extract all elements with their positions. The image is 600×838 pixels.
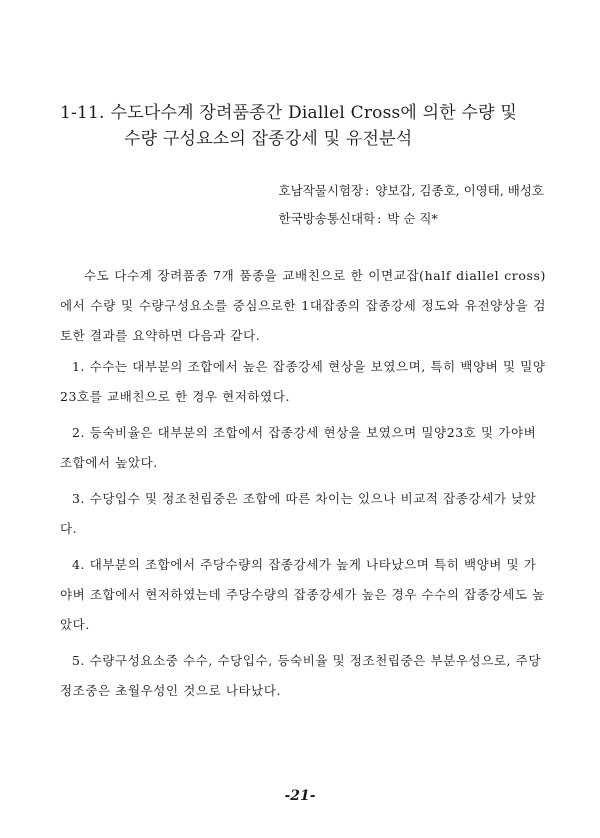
affiliation-2: 한국방송통신대학 <box>278 211 376 226</box>
title-number: 1-11. <box>60 103 105 123</box>
finding-3: 3. 수당입수 및 정조천립중은 조합에 따른 차이는 있으나 비교적 잡종강세가 낮았다. <box>60 491 537 536</box>
author-row-1: 호남작물시험장 : 양보갑, 김종호, 이영태, 배성호 <box>278 183 544 198</box>
author-names-1: 양보갑, 김종호, 이영태, 배성호 <box>375 183 544 198</box>
title-line-1: 수도다수계 장려품종간 Diallel Cross에 의한 수량 및 <box>110 103 517 123</box>
page-number: -21- <box>284 788 316 804</box>
author-names-2: 박 순 직* <box>387 211 438 226</box>
finding-4: 4. 대부분의 조합에서 주당수량의 잡종강세가 높게 나타났으며 특히 백양벼 및 가야벼 조합에서 현저하였는데 주당수량의 잡종강세가 높은 경우 수수의 잡종강세도 높았다. <box>60 557 545 632</box>
finding-1: 1. 수수는 대부분의 조합에서 높은 잡종강세 현상을 보였으며, 특히 백양벼 및 밀양23호를 교배친으로 한 경우 현저하였다. <box>60 359 546 404</box>
paper-title <box>60 100 570 152</box>
finding-5: 5. 수량구성요소중 수수, 수당입수, 등숙비율 및 정조천립중은 부분우성으로, 주당정조중은 초월우성인 것으로 나타났다. <box>60 653 542 698</box>
findings-list <box>60 352 546 712</box>
finding-2: 2. 등숙비율은 대부분의 조합에서 잡종강세 현상을 보였으며 밀양23호 및 가야벼 조합에서 높았다. <box>60 425 537 470</box>
title-line-2: 수량 구성요소의 잡종강세 및 유전분석 <box>124 129 413 149</box>
author-row-2: 한국방송통신대학 : 박 순 직* <box>278 211 438 226</box>
intro-paragraph: 수도 다수계 장려품종 7개 품종을 교배친으로 한 이면교잡(half diallel cross)에서 수량 및 수량구성요소를 중심으로한 1대잡종의 잡종강세 정도와 유전양상을 검토한 결과를 요약하면 다음과 같다. <box>60 267 546 343</box>
affiliation-1: 호남작물시험장 <box>278 183 364 198</box>
author-block <box>279 177 544 233</box>
